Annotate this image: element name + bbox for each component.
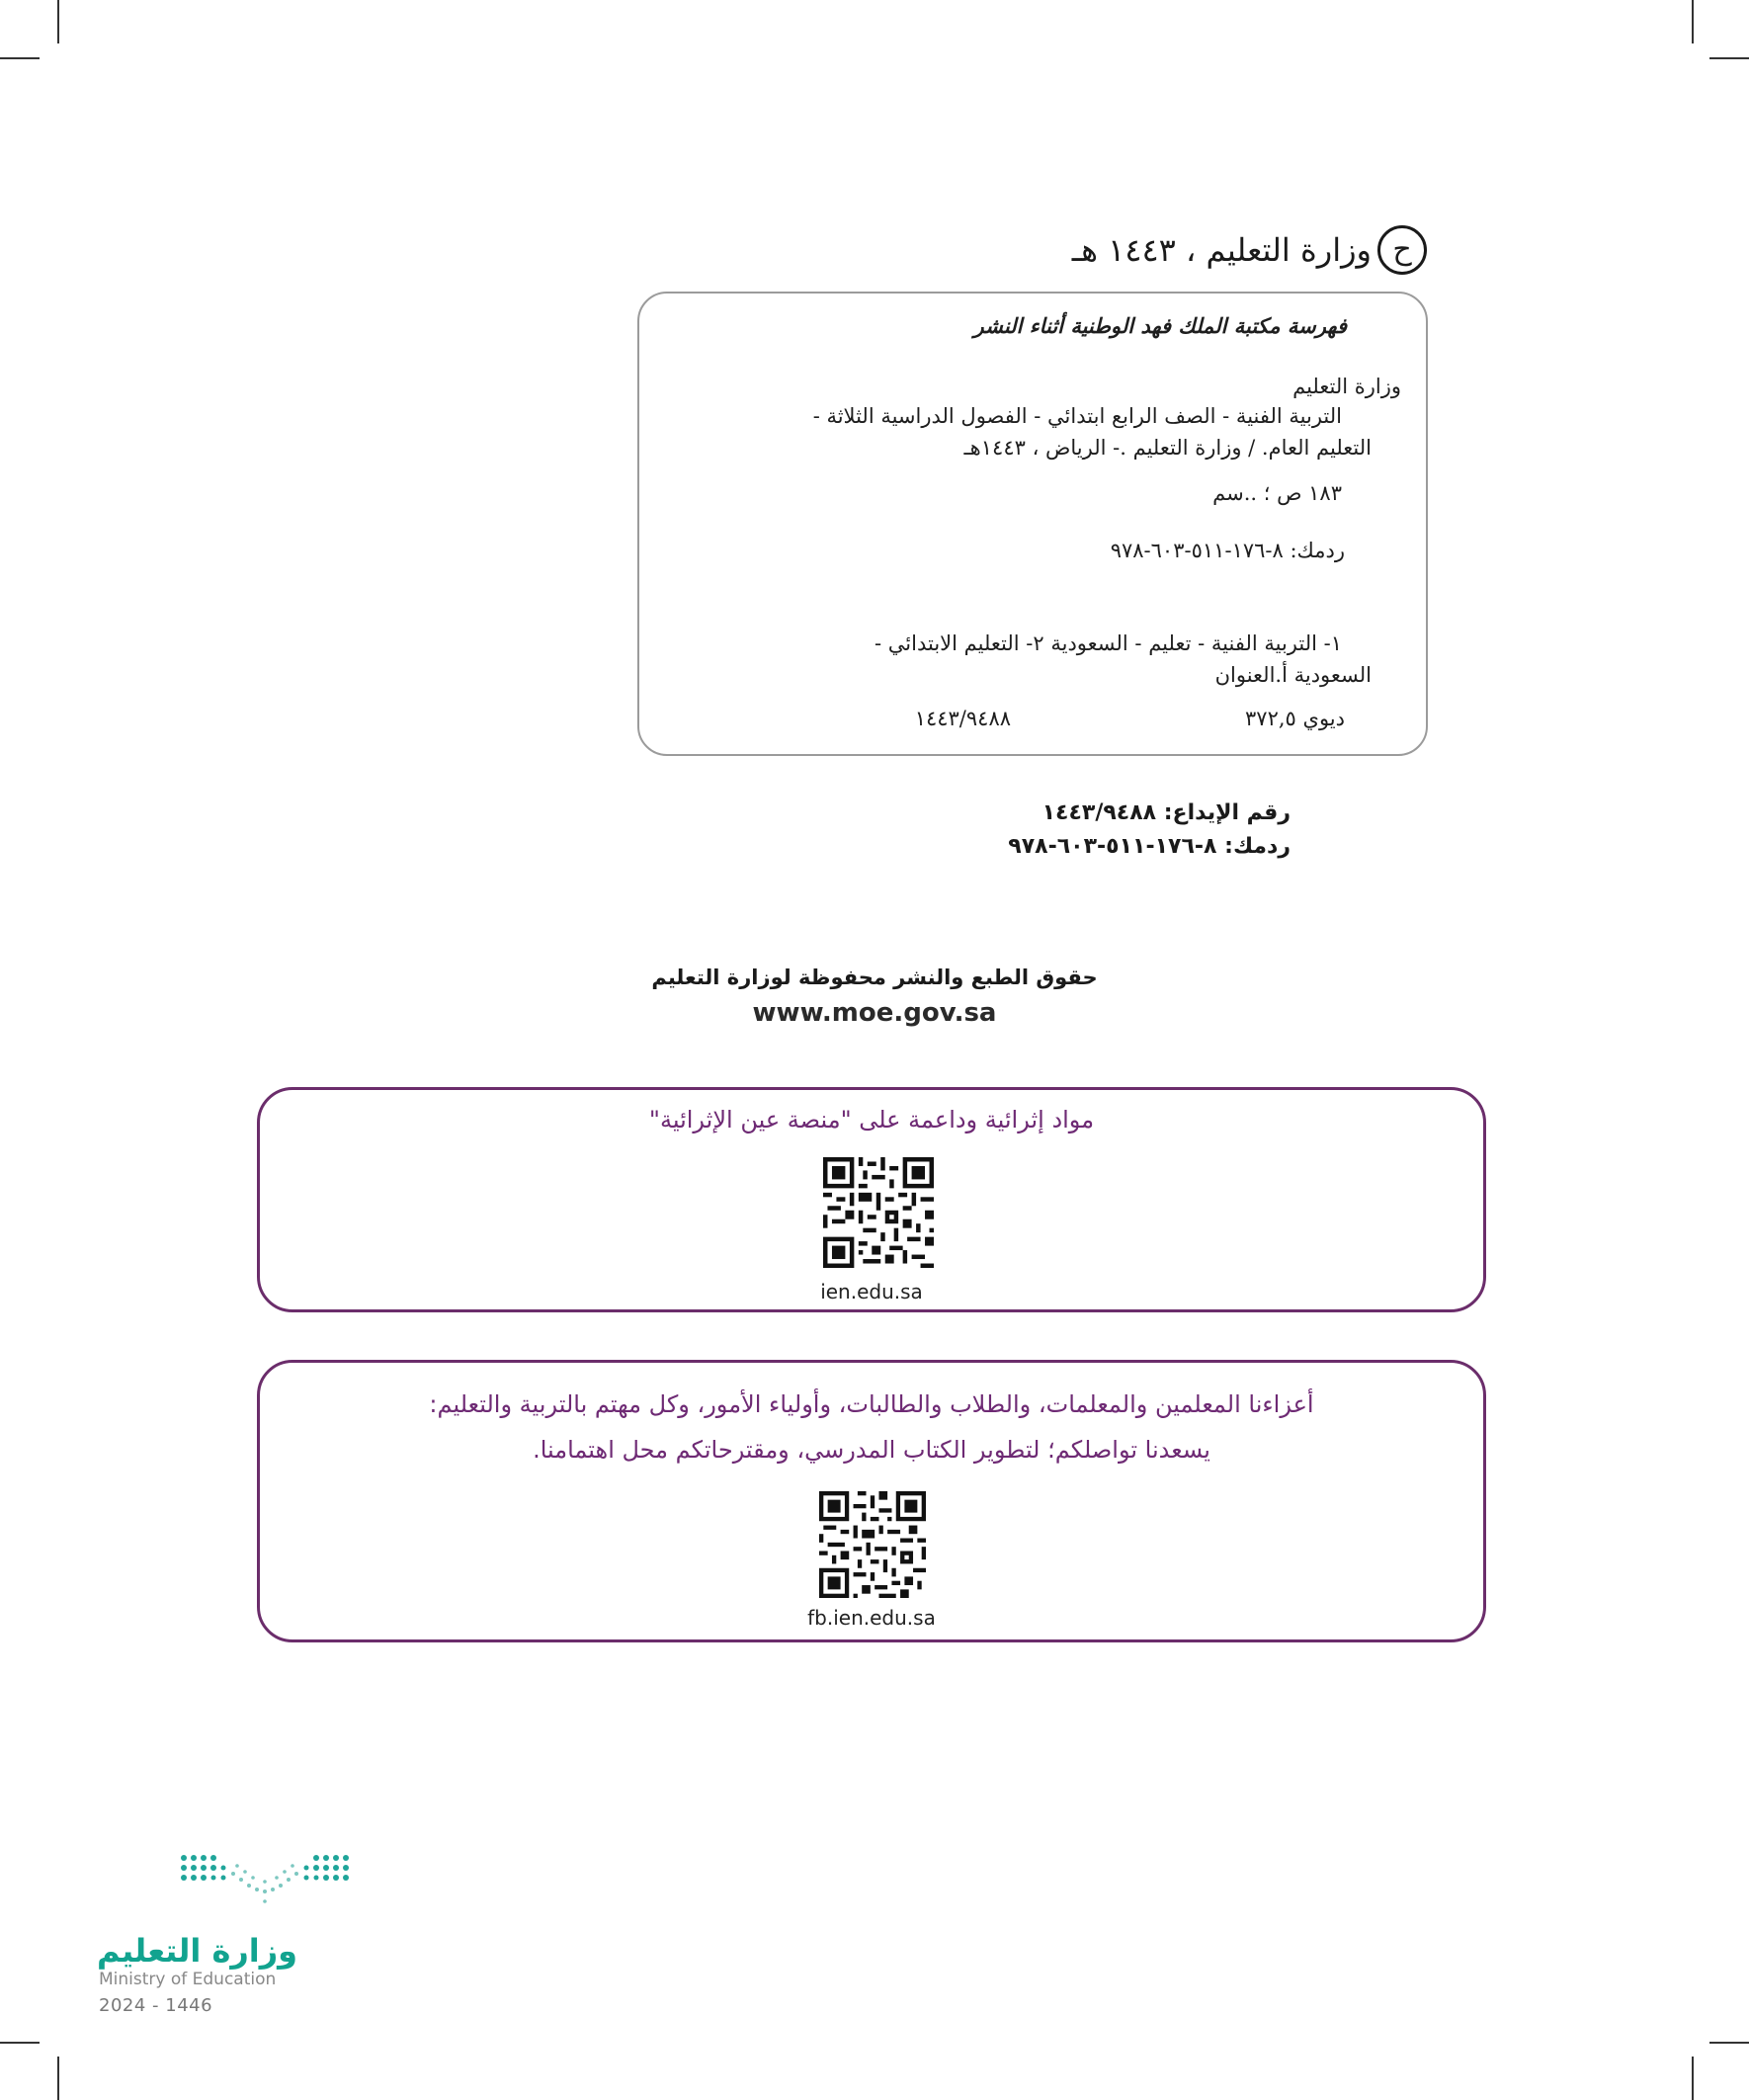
crop-mark	[1692, 2057, 1694, 2100]
crop-mark	[0, 57, 40, 59]
qr-code-icon[interactable]	[819, 1491, 926, 1598]
feedback-line1: أعزاءنا المعلمين والمعلمات، والطلاب والطالبات، وأولياء الأمور، وكل مهتم بالتربية والتعليم:	[429, 1390, 1314, 1418]
rights-notice: حقوق الطبع والنشر محفوظة لوزارة التعليم	[651, 966, 1098, 989]
crop-mark	[57, 2057, 59, 2100]
catalog-line2: التعليم العام. / وزارة التعليم .- الرياض ، ١٤٤٣هـ	[963, 436, 1372, 460]
catalog-title: فهرسة مكتبة الملك فهد الوطنية أثناء النشر	[973, 313, 1347, 338]
website-link[interactable]: www.moe.gov.sa	[752, 998, 997, 1028]
feedback-box	[257, 1360, 1486, 1642]
ministry-logo-arabic: وزارة التعليم	[97, 1932, 298, 1970]
catalog-subjects2: السعودية أ.العنوان	[1214, 663, 1372, 687]
ministry-logo-icon	[178, 1852, 352, 1909]
catalog-author: وزارة التعليم	[1292, 375, 1401, 398]
ien-platform-box	[257, 1087, 1486, 1312]
feedback-url[interactable]: fb.ien.edu.sa	[807, 1606, 936, 1630]
copyright-text: وزارة التعليم ، ١٤٤٣ هـ	[1071, 231, 1372, 269]
isbn-label: ردمك:	[1224, 834, 1291, 859]
copyright-line	[1072, 225, 1427, 275]
deposit-label: رقم الإيداع:	[1163, 800, 1291, 825]
crop-mark	[0, 2042, 40, 2044]
catalog-line1: التربية الفنية - الصف الرابع ابتدائي - الفصول الدراسية الثلاثة -	[812, 404, 1342, 428]
crop-mark	[1709, 2042, 1749, 2044]
catalog-subjects1: ١- التربية الفنية - تعليم - السعودية ٢- التعليم الابتدائي -	[874, 631, 1342, 655]
crop-mark	[57, 0, 59, 43]
ministry-logo-english: Ministry of Education	[99, 1970, 277, 1989]
crop-mark	[1692, 0, 1694, 43]
catalog-dewey: ديوي ٣٧٢,٥	[1245, 707, 1345, 730]
deposit-number	[1042, 800, 1291, 825]
catalog-pages: ١٨٣ ص ؛ ..سم	[1212, 481, 1342, 505]
feedback-line2: يسعدنا تواصلكم؛ لتطوير الكتاب المدرسي، ومقترحاتكم محل اهتمامنا.	[533, 1436, 1210, 1464]
ien-heading: مواد إثرائية وداعمة على "منصة عين الإثرائية"	[648, 1106, 1095, 1134]
copyright-symbol: ح	[1377, 225, 1427, 275]
crop-mark	[1709, 57, 1749, 59]
qr-code-icon[interactable]	[823, 1157, 934, 1268]
isbn-number	[1008, 834, 1291, 859]
ien-url[interactable]: ien.edu.sa	[820, 1280, 923, 1303]
deposit-value: ١٤٤٣/٩٤٨٨	[1041, 800, 1157, 825]
edition-year: 2024 - 1446	[99, 1995, 213, 2016]
catalog-box	[637, 292, 1428, 756]
catalog-isbn: ردمك: ٨-١٧٦-٥١١-٦٠٣-٩٧٨	[1110, 539, 1345, 562]
catalog-deposit-no: ١٤٤٣/٩٤٨٨	[914, 707, 1011, 730]
isbn-value: ٨-١٧٦-٥١١-٦٠٣-٩٧٨	[1008, 834, 1217, 859]
